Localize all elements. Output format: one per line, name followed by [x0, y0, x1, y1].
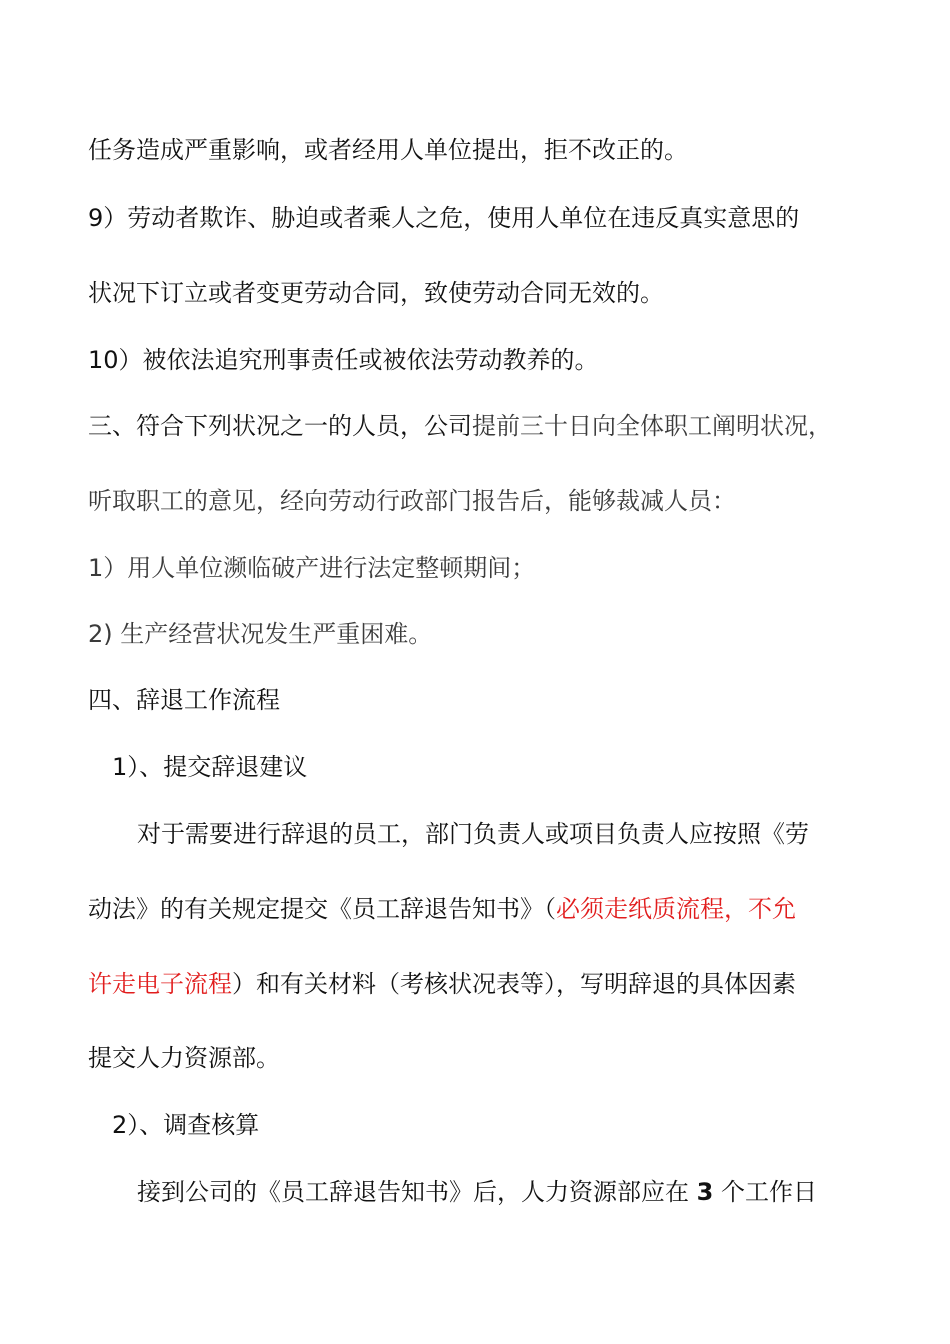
paragraph-line-11 [137, 819, 809, 849]
paragraph-line-3 [88, 278, 664, 308]
paragraph-line-14 [88, 1043, 280, 1073]
line-text: 对于需要进行辞退的员工，部门负责人或项目负责人应按照《劳 [137, 820, 809, 848]
line-text: 动法》的有关规定提交《员工辞退告知书》（ [88, 895, 556, 923]
subsection-2-heading [112, 1110, 259, 1140]
paragraph-line-16 [137, 1177, 817, 1207]
line-text: ）和有关材料（考核状况表等），写明辞退的具体因素 [232, 970, 796, 998]
line-text: 个工作日 [713, 1178, 817, 1206]
paragraph-line-6 [88, 486, 736, 516]
subsection-1-heading [112, 752, 307, 782]
paragraph-line-4 [88, 345, 599, 375]
line-text: 提交人力资源部。 [88, 1044, 280, 1072]
paragraph-line-2 [88, 203, 799, 233]
line-text: 四、辞退工作流程 [88, 686, 280, 714]
line-text-red: 许走电子流程 [88, 970, 232, 998]
section-three-heading [88, 411, 832, 441]
line-text: 听取职工的意见，经向劳动行政部门报告后，能够裁减人员： [88, 487, 736, 515]
line-text: 2）、调查核算 [112, 1111, 260, 1139]
line-text: 10）被依法追究刑事责任或被依法劳动教养的。 [88, 346, 599, 374]
line-text: 2) 生产经营状况发生严重困难。 [88, 620, 433, 648]
paragraph-line-12 [88, 894, 796, 924]
line-text-red: 必须走纸质流程，不允 [556, 895, 796, 923]
line-text: 1）、提交辞退建议 [112, 753, 308, 781]
paragraph-line-13 [88, 969, 796, 999]
list-item-2 [88, 619, 432, 649]
line-text: 任务造成严重影响，或者经用人单位提出，拒不改正的。 [88, 136, 688, 164]
line-text: 9）劳动者欺诈、胁迫或者乘人之危，使用人单位在违反真实意思的 [88, 204, 800, 232]
line-text: 接到公司的《员工辞退告知书》后，人力资源部应在 [137, 1178, 697, 1206]
line-text-bold: 3 [696, 1178, 714, 1206]
list-item-1 [88, 553, 535, 583]
line-text: 状况下订立或者变更劳动合同，致使劳动合同无效的。 [88, 279, 664, 307]
line-text: 三、符合下列状况之一的人员，公司 [88, 412, 472, 440]
paragraph-line-1 [88, 135, 688, 165]
line-text: 1）用人单位濒临破产进行法定整顿期间； [88, 554, 536, 582]
line-text-gray: 提前三十日向全体职工阐明状况， [472, 412, 832, 440]
section-four-heading [88, 685, 280, 715]
